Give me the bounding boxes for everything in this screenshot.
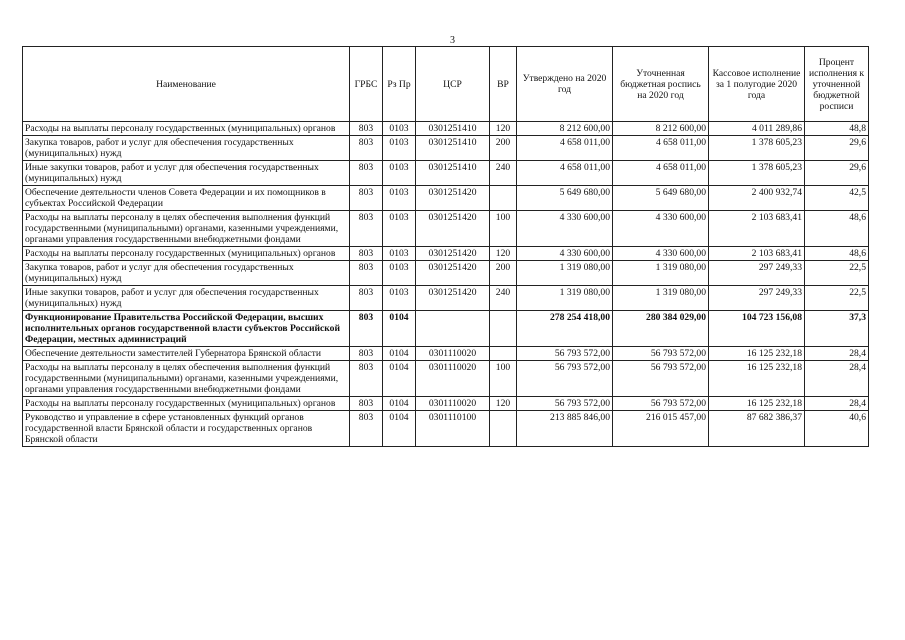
row-name: Закупка товаров, работ и услуг для обеспечения государственных (муниципальных) нужд xyxy=(23,136,350,161)
row-percent: 28,4 xyxy=(805,347,869,361)
row-name: Иные закупки товаров, работ и услуг для обеспечения государственных (муниципальных) нужд xyxy=(23,286,350,311)
row-percent: 28,4 xyxy=(805,397,869,411)
row-csr: 0301251420 xyxy=(416,261,490,286)
row-grbs: 803 xyxy=(350,286,383,311)
row-rzpr: 0103 xyxy=(383,122,416,136)
row-refined: 56 793 572,00 xyxy=(613,397,709,411)
row-cash: 4 011 289,86 xyxy=(709,122,805,136)
row-csr: 0301251420 xyxy=(416,286,490,311)
row-name: Расходы на выплаты персоналу государственных (муниципальных) органов xyxy=(23,397,350,411)
page-number: 3 xyxy=(450,35,455,46)
row-grbs: 803 xyxy=(350,411,383,447)
row-name: Обеспечение деятельности членов Совета Федерации и их помощников в субъектах Российской Федерации xyxy=(23,186,350,211)
header-csr: ЦСР xyxy=(416,47,490,122)
row-vr xyxy=(490,186,517,211)
row-percent: 42,5 xyxy=(805,186,869,211)
table-row xyxy=(23,397,869,411)
row-cash: 1 378 605,23 xyxy=(709,136,805,161)
row-vr: 240 xyxy=(490,286,517,311)
row-percent: 48,6 xyxy=(805,247,869,261)
row-approved: 56 793 572,00 xyxy=(517,361,613,397)
row-grbs: 803 xyxy=(350,347,383,361)
row-rzpr: 0103 xyxy=(383,186,416,211)
row-cash: 104 723 156,08 xyxy=(709,311,805,347)
row-grbs: 803 xyxy=(350,186,383,211)
table-row xyxy=(23,122,869,136)
row-cash: 2 103 683,41 xyxy=(709,211,805,247)
row-vr xyxy=(490,411,517,447)
row-cash: 16 125 232,18 xyxy=(709,361,805,397)
row-approved: 8 212 600,00 xyxy=(517,122,613,136)
row-cash: 87 682 386,37 xyxy=(709,411,805,447)
row-refined: 56 793 572,00 xyxy=(613,347,709,361)
row-percent: 40,6 xyxy=(805,411,869,447)
row-name: Функционирование Правительства Российской Федерации, высших исполнительных органов государственной власти субъектов Российской Федерации, местных администраций xyxy=(23,311,350,347)
header-percent: Процент исполнения к уточненной бюджетной росписи xyxy=(805,47,869,122)
table-row xyxy=(23,361,869,397)
row-rzpr: 0103 xyxy=(383,286,416,311)
row-grbs: 803 xyxy=(350,211,383,247)
table-row xyxy=(23,136,869,161)
row-refined: 1 319 080,00 xyxy=(613,286,709,311)
row-refined: 216 015 457,00 xyxy=(613,411,709,447)
row-percent: 37,3 xyxy=(805,311,869,347)
row-refined: 4 658 011,00 xyxy=(613,161,709,186)
row-name: Иные закупки товаров, работ и услуг для обеспечения государственных (муниципальных) нужд xyxy=(23,161,350,186)
row-vr: 120 xyxy=(490,247,517,261)
table-row xyxy=(23,286,869,311)
row-refined: 1 319 080,00 xyxy=(613,261,709,286)
row-csr xyxy=(416,311,490,347)
row-cash: 2 103 683,41 xyxy=(709,247,805,261)
row-refined: 56 793 572,00 xyxy=(613,361,709,397)
row-refined: 4 330 600,00 xyxy=(613,247,709,261)
row-rzpr: 0103 xyxy=(383,136,416,161)
row-name: Расходы на выплаты персоналу в целях обеспечения выполнения функций государственными (муниципальными) органами, казенными учреждениями, органами управления государственными внебюджетными фондами xyxy=(23,361,350,397)
table-row xyxy=(23,186,869,211)
row-approved: 56 793 572,00 xyxy=(517,397,613,411)
row-refined: 8 212 600,00 xyxy=(613,122,709,136)
table-row xyxy=(23,211,869,247)
row-approved: 278 254 418,00 xyxy=(517,311,613,347)
row-approved: 56 793 572,00 xyxy=(517,347,613,361)
row-rzpr: 0103 xyxy=(383,261,416,286)
row-name: Расходы на выплаты персоналу государственных (муниципальных) органов xyxy=(23,122,350,136)
row-cash: 16 125 232,18 xyxy=(709,397,805,411)
row-grbs: 803 xyxy=(350,397,383,411)
header-refined: Уточненная бюджетная роспись на 2020 год xyxy=(613,47,709,122)
row-rzpr: 0104 xyxy=(383,311,416,347)
row-rzpr: 0103 xyxy=(383,161,416,186)
table-row xyxy=(23,347,869,361)
row-grbs: 803 xyxy=(350,261,383,286)
row-grbs: 803 xyxy=(350,161,383,186)
row-csr: 0301251410 xyxy=(416,161,490,186)
row-rzpr: 0104 xyxy=(383,347,416,361)
row-rzpr: 0104 xyxy=(383,397,416,411)
row-vr: 200 xyxy=(490,261,517,286)
row-approved: 4 658 011,00 xyxy=(517,161,613,186)
row-rzpr: 0104 xyxy=(383,361,416,397)
table-row xyxy=(23,311,869,347)
row-vr xyxy=(490,347,517,361)
row-percent: 22,5 xyxy=(805,261,869,286)
row-csr: 0301251410 xyxy=(416,122,490,136)
row-csr: 0301251420 xyxy=(416,211,490,247)
table-row xyxy=(23,411,869,447)
row-vr: 240 xyxy=(490,161,517,186)
row-approved: 213 885 846,00 xyxy=(517,411,613,447)
row-refined: 4 330 600,00 xyxy=(613,211,709,247)
header-name: Наименование xyxy=(23,47,350,122)
row-percent: 29,6 xyxy=(805,136,869,161)
table-row xyxy=(23,247,869,261)
row-cash: 297 249,33 xyxy=(709,286,805,311)
row-percent: 29,6 xyxy=(805,161,869,186)
row-rzpr: 0103 xyxy=(383,211,416,247)
row-rzpr: 0103 xyxy=(383,247,416,261)
row-vr: 120 xyxy=(490,397,517,411)
row-vr: 200 xyxy=(490,136,517,161)
table-header-row xyxy=(23,47,869,122)
header-vr: ВР xyxy=(490,47,517,122)
row-cash: 2 400 932,74 xyxy=(709,186,805,211)
row-approved: 1 319 080,00 xyxy=(517,261,613,286)
row-grbs: 803 xyxy=(350,247,383,261)
budget-table xyxy=(22,46,869,447)
row-percent: 48,8 xyxy=(805,122,869,136)
row-cash: 1 378 605,23 xyxy=(709,161,805,186)
row-percent: 48,6 xyxy=(805,211,869,247)
row-vr: 100 xyxy=(490,361,517,397)
row-csr: 0301251420 xyxy=(416,186,490,211)
row-csr: 0301251410 xyxy=(416,136,490,161)
row-vr: 100 xyxy=(490,211,517,247)
row-csr: 0301251420 xyxy=(416,247,490,261)
row-approved: 1 319 080,00 xyxy=(517,286,613,311)
row-name: Руководство и управление в сфере установленных функций органов государственной власти Брянской области и государственных органов Брянской области xyxy=(23,411,350,447)
row-cash: 297 249,33 xyxy=(709,261,805,286)
row-csr: 0301110020 xyxy=(416,397,490,411)
row-name: Закупка товаров, работ и услуг для обеспечения государственных (муниципальных) нужд xyxy=(23,261,350,286)
row-name: Расходы на выплаты персоналу государственных (муниципальных) органов xyxy=(23,247,350,261)
row-refined: 4 658 011,00 xyxy=(613,136,709,161)
row-vr: 120 xyxy=(490,122,517,136)
row-approved: 5 649 680,00 xyxy=(517,186,613,211)
row-cash: 16 125 232,18 xyxy=(709,347,805,361)
row-refined: 5 649 680,00 xyxy=(613,186,709,211)
row-grbs: 803 xyxy=(350,122,383,136)
row-approved: 4 330 600,00 xyxy=(517,247,613,261)
row-refined: 280 384 029,00 xyxy=(613,311,709,347)
row-approved: 4 330 600,00 xyxy=(517,211,613,247)
row-percent: 22,5 xyxy=(805,286,869,311)
row-grbs: 803 xyxy=(350,311,383,347)
row-grbs: 803 xyxy=(350,361,383,397)
header-approved: Утверждено на 2020 год xyxy=(517,47,613,122)
table-row xyxy=(23,261,869,286)
row-csr: 0301110020 xyxy=(416,347,490,361)
row-grbs: 803 xyxy=(350,136,383,161)
header-grbs: ГРБС xyxy=(350,47,383,122)
row-name: Расходы на выплаты персоналу в целях обеспечения выполнения функций государственными (муниципальными) органами, казенными учреждениями, органами управления государственными внебюджетными фондами xyxy=(23,211,350,247)
row-name: Обеспечение деятельности заместителей Губернатора Брянской области xyxy=(23,347,350,361)
header-cash: Кассовое исполнение за 1 полугодие 2020 года xyxy=(709,47,805,122)
row-csr: 0301110020 xyxy=(416,361,490,397)
row-vr xyxy=(490,311,517,347)
table-row xyxy=(23,161,869,186)
row-csr: 0301110100 xyxy=(416,411,490,447)
row-approved: 4 658 011,00 xyxy=(517,136,613,161)
row-percent: 28,4 xyxy=(805,361,869,397)
header-rzpr: Рз Пр xyxy=(383,47,416,122)
row-rzpr: 0104 xyxy=(383,411,416,447)
